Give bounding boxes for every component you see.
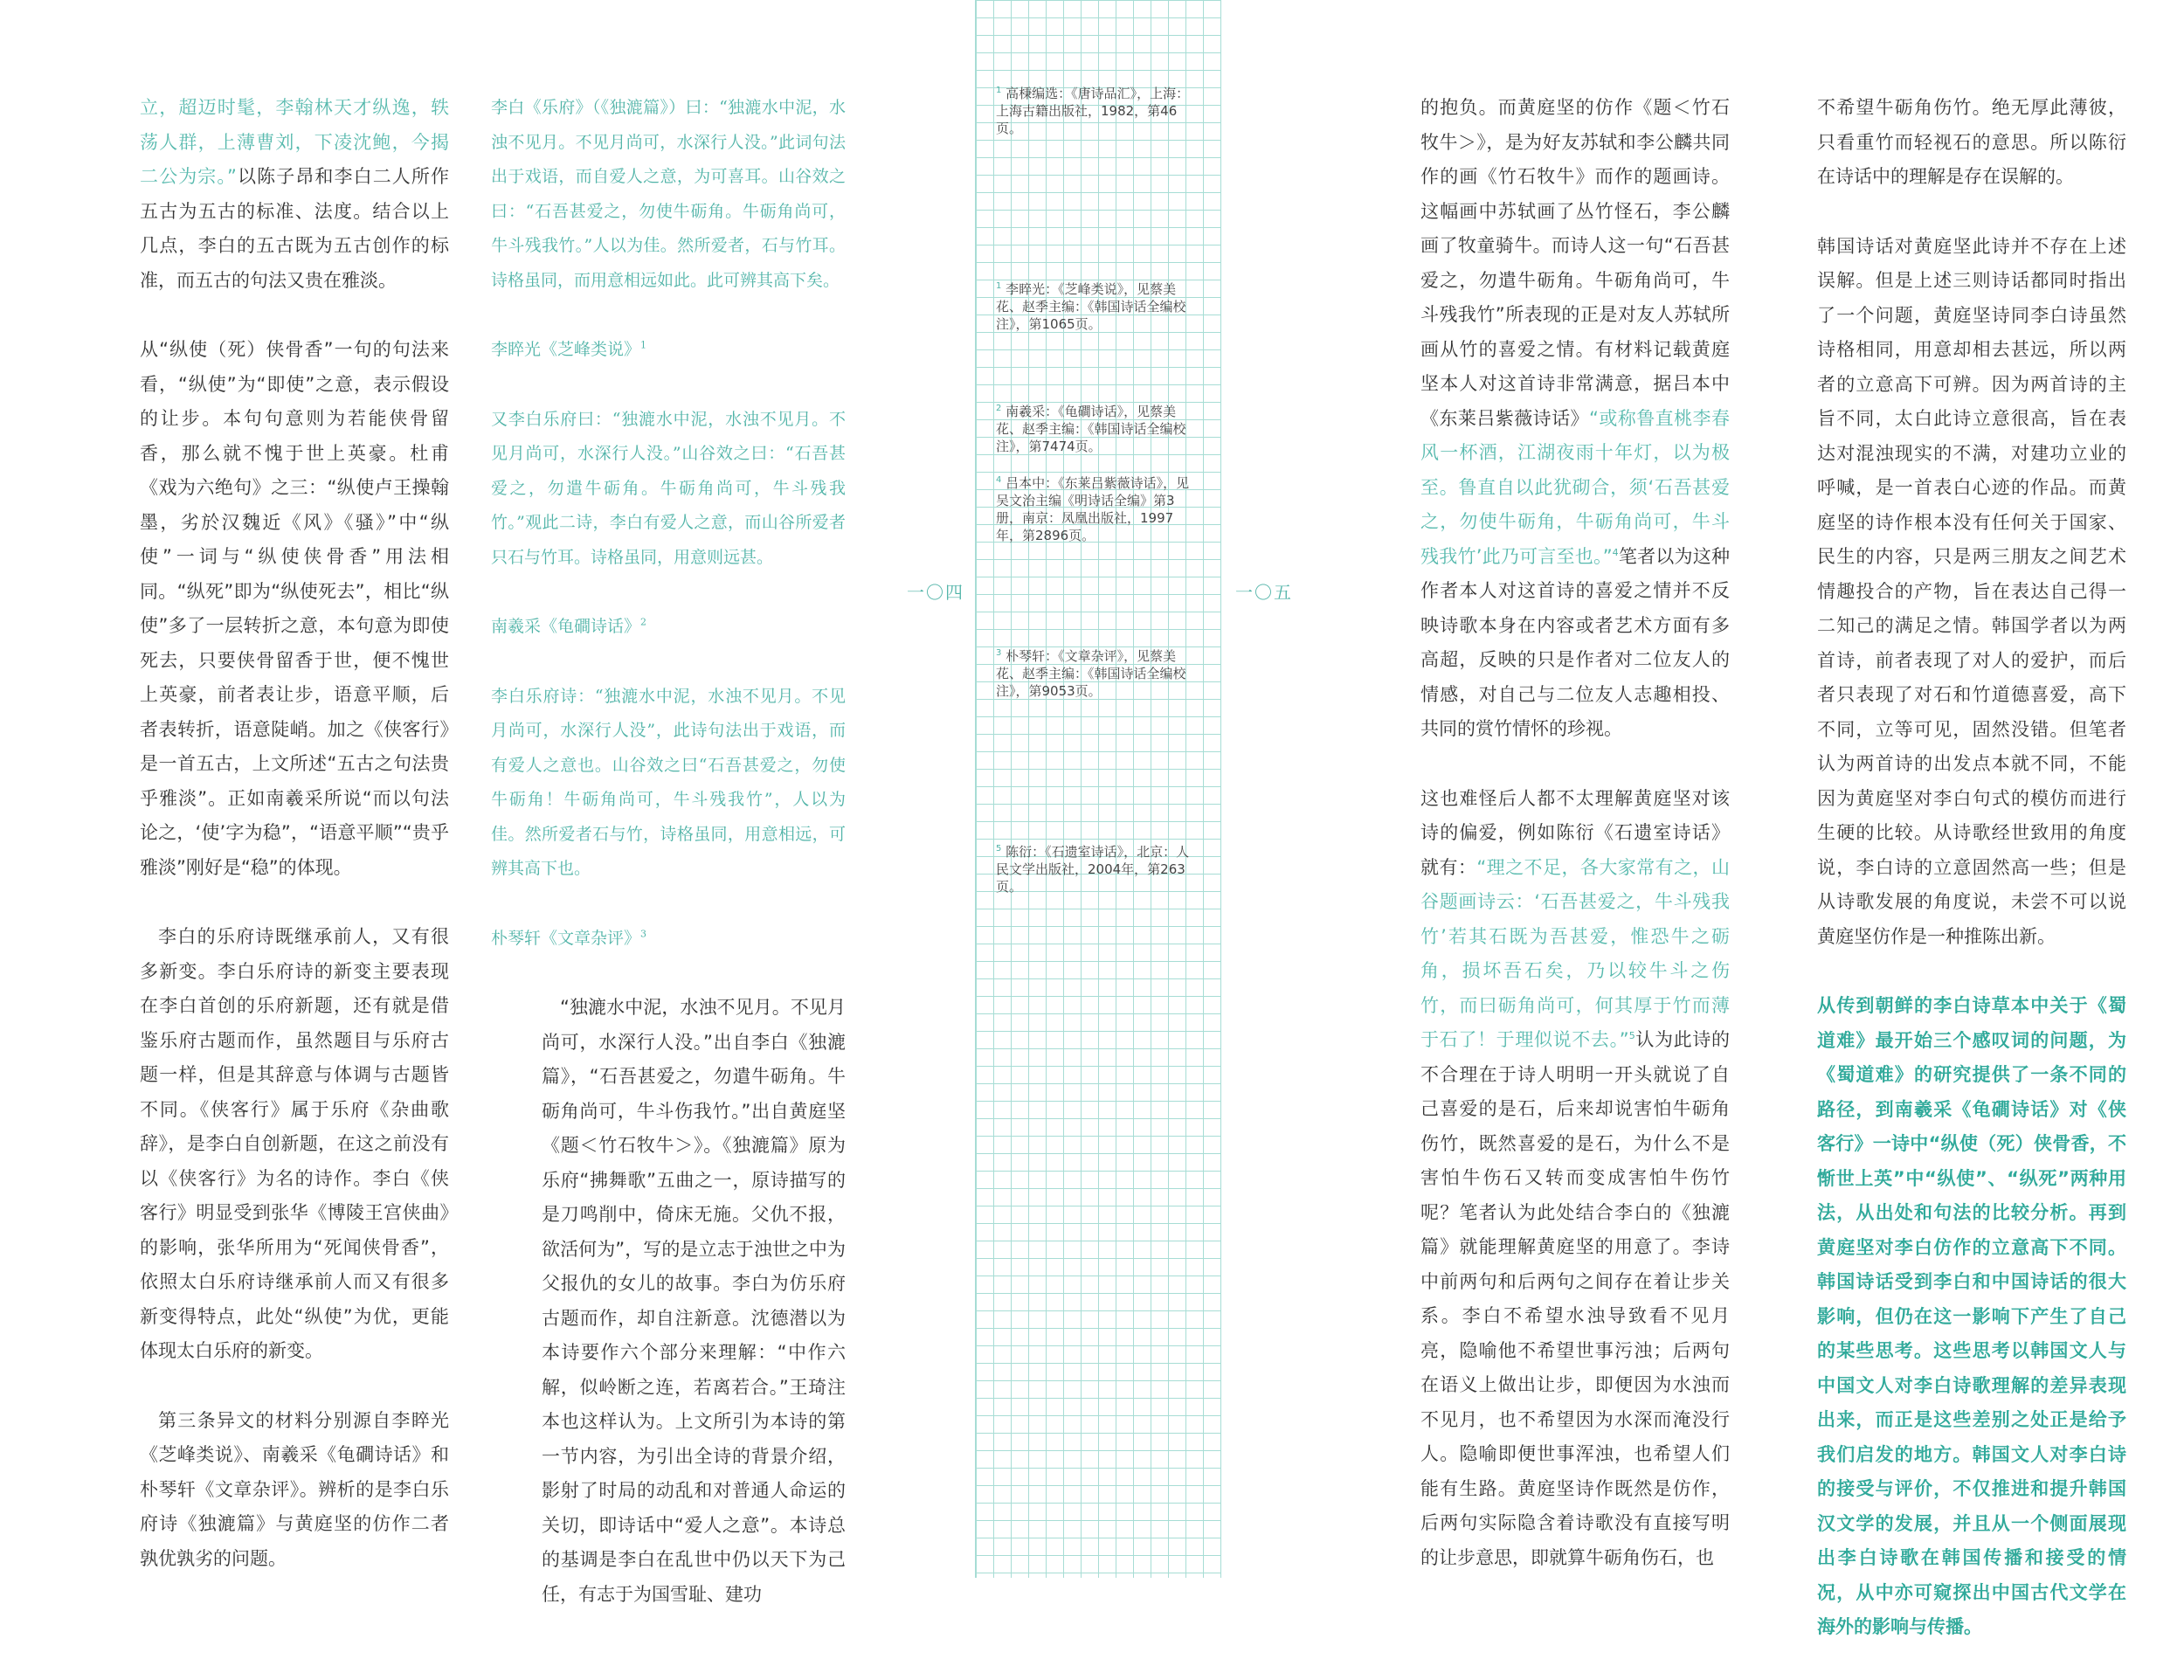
citation: 南羲采《龟磵诗话》$^2$ — [491, 616, 647, 636]
footnote: $^4$ 吕本中：《东莱吕紫薇诗话》，见吴文治主编《明诗话全编》第3册，南京：凤凰出版社，1997年，第2896页。 — [996, 475, 1190, 543]
chapter-summary: 从传到朝鲜的李白诗草本中关于《蜀道难》最开始三个感叹词的问题，为《蜀道难》的研究提供了一条不同的路径，到南羲采《龟磵诗话》对《侠客行》一诗中“纵使（死）侠骨香，不惭世上英”中“纵使”、“纵死”两种用法，从出处和句法的比较分析。再到黄庭坚对李白仿作的立意高下不同。韩国诗话受到李白和中国诗话的很大影响，但仍在这一影响下产生了自己的某些思考。这些思考以韩国文人与中国文人对李白诗歌理解的差异表现出来，而正是这些差别之处正是给予我们启发的地方。韩国文人对李白诗的接受与评价，不仅推进和提升韩国汉文学的发展，并且从一个侧面展现出李白诗歌在韩国传播和接受的情况，从中亦可窥探出中国古代文学在海外的影响与传播。 — [1817, 995, 2126, 1637]
citation: 朴琴轩《文章杂评》$^3$ — [491, 928, 647, 948]
page-number-left: 一〇四 — [907, 582, 964, 603]
footnote-marker[interactable]: 2 — [640, 616, 647, 628]
paragraph — [140, 91, 449, 298]
footnote: $^3$ 朴琴轩：《文章杂评》，见蔡美花、赵季主编：《韩国诗话全编校注》，第9053页。 — [996, 648, 1186, 699]
citation: 李睟光《芝峰类说》$^1$ — [491, 339, 647, 359]
paragraph: 不希望牛砺角伤竹。绝无厚此薄彼，只看重竹而轻视石的意思。所以陈衍在诗话中的理解是存在误解的。 — [1817, 97, 2126, 187]
left-page-column-1 — [140, 91, 449, 1611]
footnote-marker[interactable]: 4 — [1612, 546, 1619, 558]
paragraph: 的抱负。而黄庭坚的仿作《题＜竹石牧牛＞》，是为好友苏轼和李公麟共同作的画《竹石牧牛》而作的题画诗。这幅画中苏轼画了丛竹怪石，李公麟画了牧童骑牛。而诗人这一句“石吾甚爱之，勿遣牛砺角。牛砺角尚可，牛斗残我竹”所表现的正是对友人苏轼所画从竹的喜爱之情。有材料记载黄庭坚本人对这首诗非常满意，据吕本中《东莱吕紫薇诗话》“或称鲁直桃李春风一杯酒，江湖夜雨十年灯，以为极至。鲁直自以此犹砌合，须‘石吾甚爱之，勿使牛砺角，牛砺角尚可，牛斗残我竹’此乃可言至也。”$^4$笔者以为这种作者本人对这首诗的喜爱之情并不反映诗歌本身在内容或者艺术方面有多高超，反映的只是作者对二位友人的情感，对自己与二位友人志趣相投、共同的赏竹情怀的珍视。 — [1420, 97, 1730, 739]
paragraph: 这也难怪后人都不太理解黄庭坚对该诗的偏爱，例如陈衍《石遗室诗话》就有：“理之不足，各大家常有之，山谷题画诗云：‘石吾甚爱之，牛斗残我竹’若其石既为吾甚爱，惟恐牛之砺角，损坏吾石矣，乃以较牛斗之伤竹，而曰砺角尚可，何其厚于竹而薄于石了！于理似说不去。”$^5$认为此诗的不合理在于诗人明明一开头就说了自己喜爱的是石，后来却说害怕牛砺角伤竹，既然喜爱的是石，为什么不是害怕牛伤石又转而变成害怕牛伤竹呢？笔者认为此处结合李白的《独漉篇》就能理解黄庭坚的用意了。李诗中前两句和后两句之间存在着让步关系。李白不希望水浊导致看不见月亮，隐喻他不希望世事污浊；后两句在语义上做出让步，即便因为水浊而不见月，也不希望因为水深而淹没行人。隐喻即便世事浑浊，也希望人们能有生路。黄庭坚诗作既然是仿作，后两句实际隐含着诗歌没有直接写明的让步意思，即就算牛砺角伤石，也 — [1420, 787, 1731, 1568]
paragraph: 第三条异文的材料分别源自李睟光《芝峰类说》、南羲采《龟磵诗话》和朴琴轩《文章杂评》。辨析的是李白乐府诗《独漉篇》与黄庭坚的仿作二者孰优孰劣的问题。 — [140, 1409, 449, 1569]
footnote-marker[interactable]: 3 — [640, 928, 647, 940]
page-number-right: 一〇五 — [1235, 582, 1293, 603]
footnote-grid-gutter — [975, 0, 1221, 1578]
paragraph: “独漉水中泥，水浊不见月。不见月尚可，水深行人没。”出自李白《独漉篇》，“石吾甚爱之，勿遣牛砺角。牛砺角尚可，牛斗伤我竹。”出自黄庭坚《题＜竹石牧牛＞》。《独漉篇》原为乐府“拂舞歌”五曲之一，原诗描写的是刀鸣削中，倚床无施。父仇不报，欲活何为”，写的是立志于浊世之中为父报仇的女儿的故事。李白为仿乐府古题而作，却自注新意。沈德潜以为本诗要作六个部分来理解：“中作六解，似岭断之连，若离若合。”王琦注本也这样认为。上文所引为本诗的第一节内容，为引出全诗的背景介绍，影射了时局的动乱和对普通人命运的关切，即诗话中“爱人之意”。本诗总的基调是李白在乱世中仍以天下为己任，有志于为国雪耻、建功 — [542, 997, 846, 1605]
footnote-marker[interactable]: 5 — [1628, 1030, 1635, 1041]
left-page-column-2 — [491, 91, 846, 1647]
body-text: 以陈子昂和李白二人所作五古为五古的标准、法度。结合以上几点，李白的五古既为五古创作的标准，而五古的句法又贵在雅淡。 — [140, 166, 449, 291]
block-quote: 又李白乐府曰：“独漉水中泥，水浊不见月。不见月尚可，水深行人没。”山谷效之曰：“石吾甚爱之，勿遣牛砺角。牛砺角尚可，牛斗残我竹。”观此二诗，李白有爱人之意，而山谷所爱者只石与竹耳。诗格虽同，用意则远甚。 — [491, 409, 846, 567]
block-quote: 李白《乐府》（《独漉篇》）曰：“独漉水中泥，水浊不见月。不见月尚可，水深行人没。”此词句法出于戏语，而自爱人之意，为可喜耳。山谷效之曰：“石吾甚爱之，勿使牛砺角。牛砺角尚可，牛斗残我竹。”人以为佳。然所爱者，石与竹耳。诗格虽同，而用意相远如此。此可辨其高下矣。 — [491, 98, 846, 290]
footnote: $^2$ 南羲采：《龟磵诗话》，见蔡美花、赵季主编：《韩国诗话全编校注》，第7474页。 — [996, 404, 1186, 454]
paragraph: 韩国诗话对黄庭坚此诗并不存在上述误解。但是上述三则诗话都同时指出了一个问题，黄庭坚诗同李白诗虽然诗格相同，用意却相去甚远，所以两者的立意高下可辨。因为两首诗的主旨不同，太白此诗立意很高，旨在表达对混浊现实的不满，对建功立业的呼喊，是一首表白心迹的作品。而黄庭坚的诗作根本没有任何关于国家、民生的内容，只是两三朋友之间艺术情趣投合的产物，旨在表达自己得一二知己的满足之情。韩国学者以为两首诗，前者表现了对人的爱护，而后者只表现了对石和竹道德喜爱，高下不同，立等可见，固然没错。但笔者认为两首诗的出发点本就不同，不能因为黄庭坚对李白句式的模仿而进行生硬的比较。从诗歌经世致用的角度说，李白诗的立意固然高一些；但是从诗歌发展的角度说，未尝不可以说黄庭坚仿作是一种推陈出新。 — [1817, 235, 2126, 947]
footnote: $^1$ 高棅编选：《唐诗品汇》，上海：上海古籍出版社，1982，第46页。 — [996, 86, 1190, 136]
right-page-column-2 — [1817, 91, 2126, 1680]
paragraph: 从“纵使（死）侠骨香”一句的句法来看，“纵使”为“即使”之意，表示假设的让步。本句句意则为若能侠骨留香，那么就不愧于世上英豪。杜甫《戏为六绝句》之三：“纵使卢王操翰墨，劣於汉魏近《风》《骚》”中“纵使”一词与“纵使侠骨香”用法相同。“纵死”即为“纵使死去”，相比“纵使”多了一层转折之意，本句意为即使死去，只要侠骨留香于世，便不愧世上英豪，前者表让步，语意平顺，后者表转折，语意陡峭。加之《侠客行》是一首五古，上文所述“五古之句法贵乎雅淡”。正如南羲采所说“而以句法论之，‘使’字为稳”，“语意平顺”“贵乎雅淡”刚好是“稳”的体现。 — [140, 339, 449, 878]
footnote-marker[interactable]: 1 — [640, 339, 647, 351]
quoted-text: “理之不足，各大家常有之，山谷题画诗云：‘石吾甚爱之，牛斗残我竹’若其石既为吾甚爱，惟恐牛之砺角，损坏吾石矣，乃以较牛斗之伤竹，而曰砺角尚可，何其厚于竹而薄于石了！于理似说不去。” — [1420, 856, 1730, 1050]
footnote: $^5$ 陈衍：《石遗室诗话》，北京：人民文学出版社，2004年，第263页。 — [996, 844, 1190, 895]
right-page-column-1 — [1420, 91, 1730, 1610]
footnote: $^1$ 李睟光：《芝峰类说》，见蔡美花、赵季主编：《韩国诗话全编校注》，第1065页。 — [996, 281, 1186, 332]
quoted-text: 立，超迈时髦，李翰林天才纵逸，轶荡人群，上薄曹刘，下凌沈鲍，今揭二公为宗。” — [140, 97, 449, 187]
paragraph: 李白的乐府诗既继承前人，又有很多新变。李白乐府诗的新变主要表现在李白首创的乐府新题，还有就是借鉴乐府古题而作，虽然题目与乐府古题一样，但是其辞意与体调与古题皆不同。《侠客行》属于乐府《杂曲歌辞》，是李白自创新题，在这之前没有以《侠客行》为名的诗作。李白《侠客行》明显受到张华《博陵王宫侠曲》的影响，张华所用为“死闻侠骨香”，依照太白乐府诗继承前人而又有很多新变得特点，此处“纵使”为优，更能体现太白乐府的新变。 — [140, 926, 449, 1361]
block-quote: 李白乐府诗：“独漉水中泥，水浊不见月。不见月尚可，水深行人没”，此诗句法出于戏语，而有爱人之意也。山谷效之曰“石吾甚爱之，勿使牛砺角！牛砺角尚可，牛斗残我竹”，人以为佳。然所爱者石与竹，诗格虽同，用意相远，可辨其高下也。 — [491, 686, 846, 878]
quoted-text: “或称鲁直桃李春风一杯酒，江湖夜雨十年灯，以为极至。鲁直自以此犹砌合，须‘石吾甚爱之，勿使牛砺角，牛砺角尚可，牛斗残我竹’此乃可言至也。” — [1420, 407, 1730, 567]
